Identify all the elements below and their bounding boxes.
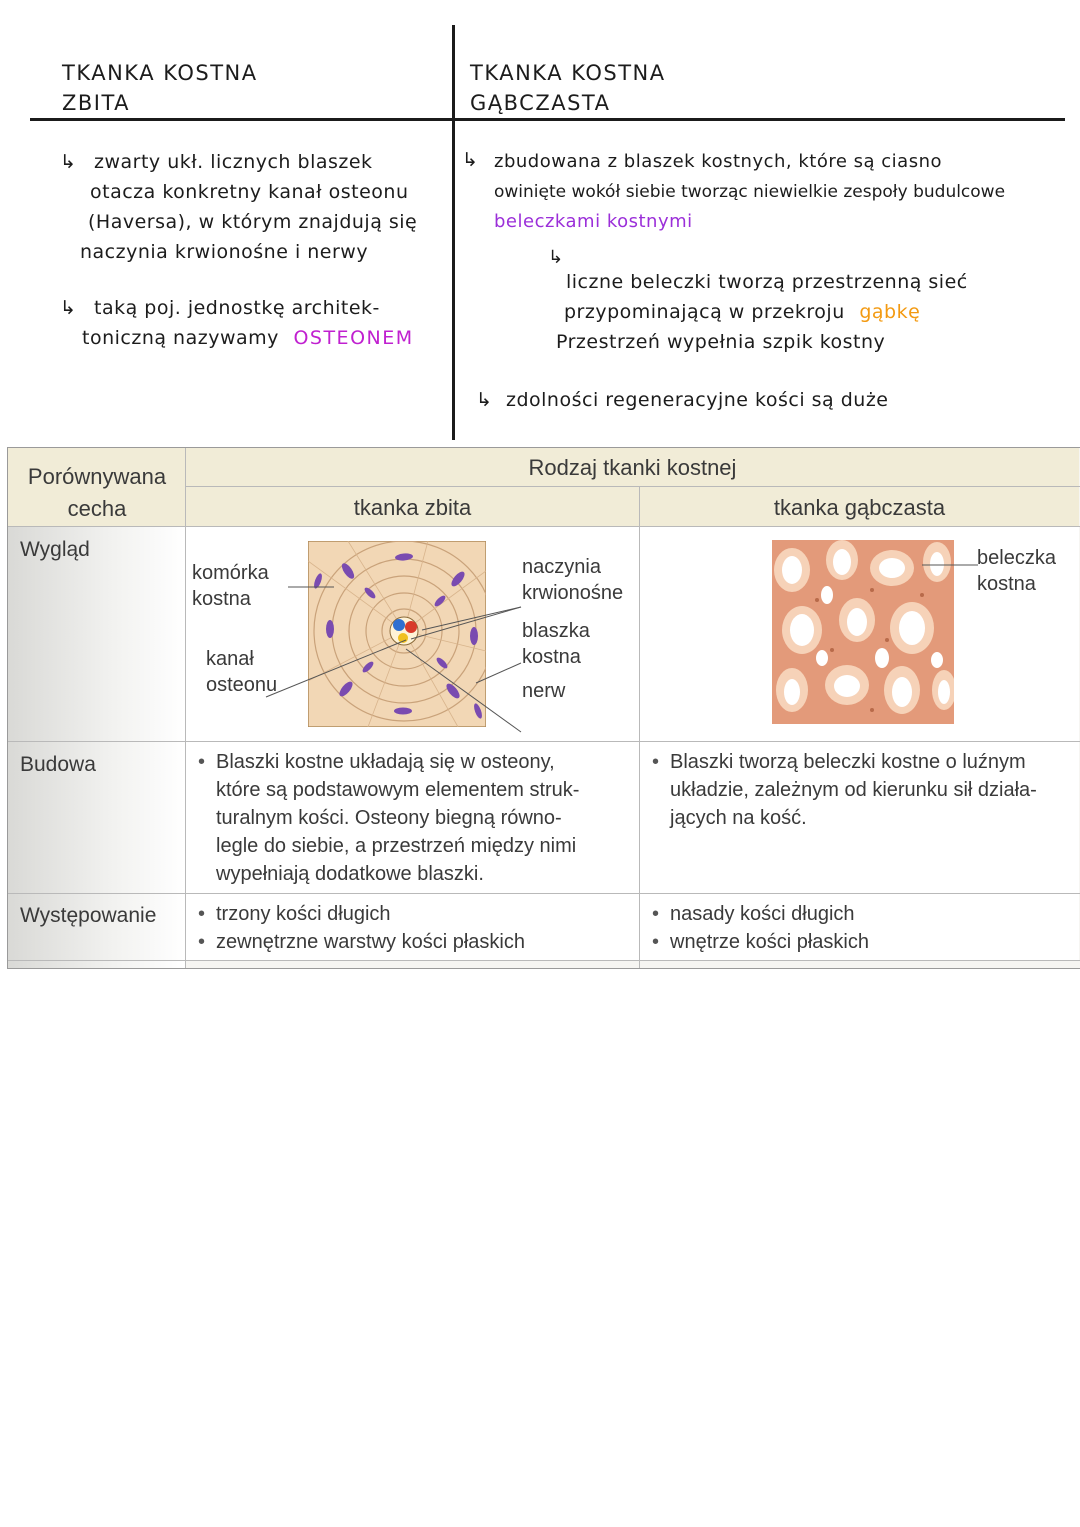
trabeculae-highlight: beleczkami kostnymi <box>494 211 693 232</box>
left-bullet2-line2 <box>82 323 414 353</box>
sponge-highlight: gąbkę <box>859 301 921 323</box>
label-canal-2: osteonu <box>206 674 278 696</box>
bullet-dot: • <box>652 931 660 953</box>
grid-line <box>8 893 1080 894</box>
header-compact: tkanka zbita <box>353 495 472 520</box>
bullet-dot: • <box>652 903 660 925</box>
header-group: Rodzaj tkanki kostnej <box>528 455 737 480</box>
row-label-occurrence: Występowanie <box>20 904 157 927</box>
bullet-dot: • <box>198 751 206 773</box>
left-bullet2-text: toniczną nazywamy <box>82 327 279 349</box>
left-bullet1-arrow: ↳ <box>60 151 77 173</box>
left-bullet1-line2: otacza konkretny kanał osteonu <box>90 181 409 203</box>
bullet-dot: • <box>198 931 206 953</box>
right-sub-line2 <box>564 297 920 327</box>
grid-line <box>8 741 1080 742</box>
right-bullet2: zdolności regeneracyjne kości są duże <box>506 389 889 411</box>
right-bullet1-line2: owinięte wokół siebie tworząc niewielkie zespoły budulcowe <box>494 182 1006 202</box>
label-trabecula-1: beleczka <box>977 547 1056 569</box>
occurrence-compact-1: trzony kości długich <box>216 903 391 925</box>
header-feature <box>22 461 182 525</box>
left-bullet1-line3: (Haversa), w którym znajdują się <box>88 211 418 233</box>
comparison-table <box>7 447 1080 969</box>
label-lamella-1: blaszka <box>522 620 590 642</box>
left-bullet1-line1: zwarty ukł. licznych blaszek <box>94 151 373 173</box>
left-bullet2-line1: taką poj. jednostkę architek- <box>94 297 380 319</box>
grid-line <box>8 960 1080 961</box>
left-title-line2: ZBITA <box>62 91 131 115</box>
label-bone-cell-1: komórka <box>192 562 269 584</box>
occurrence-spongy-2: wnętrze kości płaskich <box>670 931 869 953</box>
sub-arrow: ↳ <box>548 247 564 268</box>
osteon-highlight: OSTEONEM <box>293 327 414 349</box>
occurrence-spongy-1: nasady kości długich <box>670 903 855 925</box>
left-bullet2-arrow: ↳ <box>60 297 77 319</box>
occurrence-compact-2: zewnętrzne warstwy kości płaskich <box>216 931 525 953</box>
left-bullet1-line4: naczynia krwionośne i nerwy <box>80 241 369 263</box>
right-sub-line2-text: przypominającą w przekroju <box>564 301 845 323</box>
row-label-structure: Budowa <box>20 753 96 776</box>
right-title-line1: TKANKA KOSTNA <box>470 61 666 85</box>
structure-spongy-line1: Blaszki tworzą beleczki kostne o luźnym <box>670 751 1026 773</box>
structure-compact-line3: turalnym kości. Osteony biegną równo- <box>216 807 562 829</box>
bullet-dot: • <box>652 751 660 773</box>
structure-compact-line2: które są podstawowym elementem struk- <box>216 779 580 801</box>
structure-spongy-line2: układzie, zależnym od kierunku sił działa- <box>670 779 1037 801</box>
left-title-line1: TKANKA KOSTNA <box>62 61 258 85</box>
structure-compact-line5: wypełniają dodatkowe blaszki. <box>216 863 484 885</box>
right-bullet1-line1: zbudowana z blaszek kostnych, które są ciasno <box>494 151 942 172</box>
row-label-appearance: Wygląd <box>20 538 90 561</box>
structure-spongy-line3: jących na kość. <box>670 807 807 829</box>
column-divider <box>452 25 455 440</box>
header-spongy: tkanka gąbczasta <box>773 495 946 520</box>
header-feature-text: Porównywana cecha <box>27 464 167 521</box>
structure-compact-line4: legle do siebie, a przestrzeń między nimi <box>216 835 577 857</box>
label-trabecula-2: kostna <box>977 573 1036 595</box>
right-bullet2-arrow: ↳ <box>476 389 493 411</box>
right-title-line2: GĄBCZASTA <box>470 91 611 115</box>
grid-line <box>186 486 1080 487</box>
handwritten-notes <box>0 0 1080 445</box>
label-bone-cell-2: kostna <box>192 588 251 610</box>
label-vessels-1: naczynia <box>522 556 601 578</box>
bullet-dot: • <box>198 903 206 925</box>
label-lamella-2: kostna <box>522 646 581 668</box>
label-nerve: nerw <box>522 680 566 702</box>
right-bullet1-arrow: ↳ <box>462 149 479 171</box>
structure-compact-line1: Blaszki kostne układają się w osteony, <box>216 751 555 773</box>
header-divider <box>30 118 1065 121</box>
label-vessels-2: krwionośne <box>522 582 624 604</box>
label-canal-1: kanał <box>206 648 254 670</box>
right-sub-line1: liczne beleczki tworzą przestrzenną sieć <box>566 271 968 293</box>
right-sub-line3: Przestrzeń wypełnia szpik kostny <box>556 331 886 353</box>
